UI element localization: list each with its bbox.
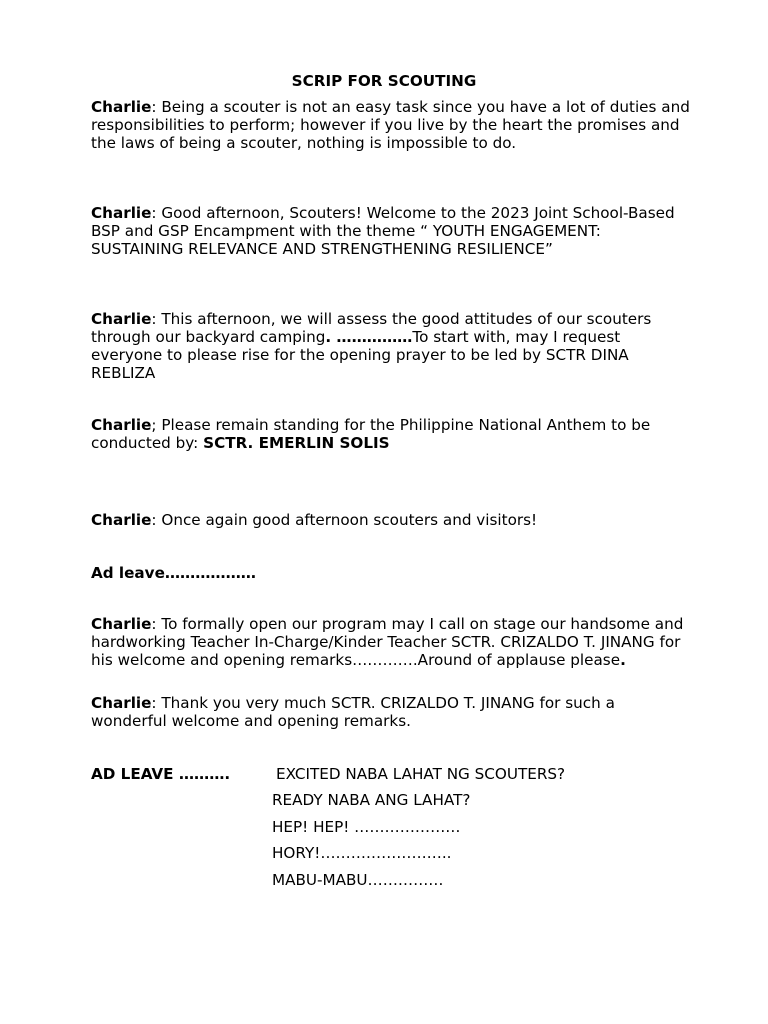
conductor-name: SCTR. EMERLIN SOLIS bbox=[203, 434, 390, 452]
paragraph-text: This afternoon, we will assess the good attitudes of our scouters through our backyard camping bbox=[91, 310, 652, 346]
paragraph-text: Thank you very much SCTR. CRIZALDO T. JINANG for such a wonderful welcome and opening remarks. bbox=[91, 694, 615, 730]
separator: ; bbox=[151, 416, 157, 434]
paragraph-intro bbox=[91, 98, 691, 152]
ad-leave-line: Ad leave……………… bbox=[91, 564, 256, 582]
chant-line: MABU-MABU…………… bbox=[272, 871, 444, 889]
separator: : bbox=[151, 98, 157, 116]
speaker-name: Charlie bbox=[91, 98, 152, 116]
bold-dots: . …………… bbox=[325, 328, 413, 346]
chant-line: EXCITED NABA LAHAT NG SCOUTERS? bbox=[276, 765, 566, 783]
separator: : bbox=[151, 511, 157, 529]
bold-period: . bbox=[620, 651, 626, 669]
paragraph-text: Please remain standing for the Philippine National Anthem to be conducted by: bbox=[91, 416, 651, 452]
separator: : bbox=[151, 615, 157, 633]
paragraph-opening-prayer bbox=[91, 310, 691, 382]
speaker-name: Charlie bbox=[91, 310, 152, 328]
speaker-name: Charlie bbox=[91, 694, 152, 712]
paragraph-national-anthem bbox=[91, 416, 691, 452]
speaker-name: Charlie bbox=[91, 511, 152, 529]
ad-leave-label: AD LEAVE ………. bbox=[91, 765, 231, 783]
paragraph-greeting bbox=[91, 511, 691, 529]
separator: : bbox=[151, 694, 157, 712]
separator: : bbox=[151, 204, 157, 222]
speaker-name: Charlie bbox=[91, 204, 152, 222]
chant-line: HORY!…………………….. bbox=[272, 844, 452, 862]
paragraph-opening-remarks bbox=[91, 615, 691, 669]
separator: : bbox=[151, 310, 157, 328]
paragraph-text: Good afternoon, Scouters! Welcome to the 2023 Joint School-Based BSP and GSP Encampment with the theme “ YOUTH ENGAGEMENT: SUSTAINING RELEVANCE AND STRENGTHENING RESILIENCE” bbox=[91, 204, 675, 258]
speaker-name: Charlie bbox=[91, 615, 152, 633]
chant-line: READY NABA ANG LAHAT? bbox=[272, 791, 471, 809]
speaker-name: Charlie bbox=[91, 416, 152, 434]
paragraph-thanks bbox=[91, 694, 691, 730]
paragraph-text: Being a scouter is not an easy task since you have a lot of duties and responsibilities to perform; however if you live by the heart the promises and the laws of being a scouter, nothing is impossible to do. bbox=[91, 98, 690, 152]
paragraph-text: Once again good afternoon scouters and visitors! bbox=[156, 511, 538, 529]
paragraph-text-continued: To start with, may I request everyone to please rise for the opening prayer to be led by SCTR DINA REBLIZA bbox=[91, 328, 629, 382]
paragraph-welcome bbox=[91, 204, 691, 258]
paragraph-text: To formally open our program may I call on stage our handsome and hardworking Teacher In-Charge/Kinder Teacher SCTR. CRIZALDO T. JINANG for his welcome and opening remarks………….Around of applause please bbox=[91, 615, 684, 669]
document-title: SCRIP FOR SCOUTING bbox=[291, 72, 477, 90]
chant-line: HEP! HEP! ………………… bbox=[272, 818, 461, 836]
